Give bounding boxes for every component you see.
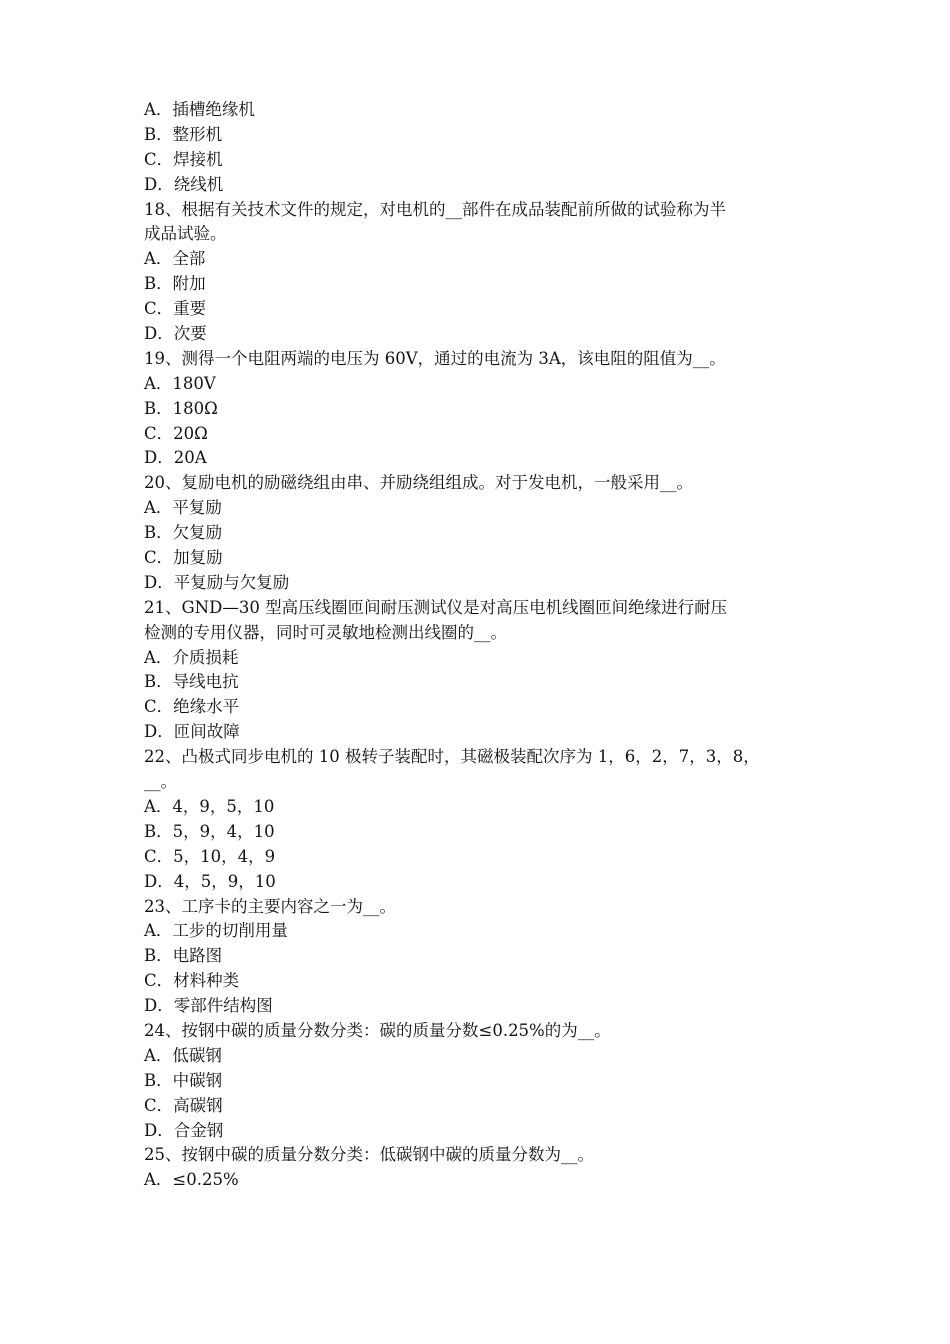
- option-a: A．介质损耗: [144, 647, 239, 667]
- question-stem: 25、按钢中碳的质量分数分类：低碳钢中碳的质量分数为__。: [144, 1145, 594, 1165]
- option-d: D．20A: [144, 448, 207, 468]
- option-b: B．中碳钢: [144, 1070, 223, 1090]
- question-stem: 24、按钢中碳的质量分数分类：碳的质量分数≤0.25%的为__。: [144, 1020, 611, 1040]
- question-stem: 18、根据有关技术文件的规定，对电机的__部件在成品装配前所做的试验称为半: [144, 199, 726, 219]
- option-d: D．次要: [144, 324, 207, 344]
- option-b: B．5，9，4，10: [144, 821, 275, 841]
- question-25: [144, 1143, 814, 1193]
- option-b: B．电路图: [144, 946, 223, 966]
- option-d: D．绕线机: [144, 174, 224, 194]
- option-d: D．平复励与欠复励: [144, 572, 290, 592]
- option-c: C．焊接机: [144, 149, 223, 169]
- option-a: A．180V: [144, 373, 216, 393]
- option-c: C．重要: [144, 299, 207, 319]
- option-d: D．零部件结构图: [144, 996, 273, 1016]
- question-stem-continued: __。: [144, 772, 177, 792]
- option-b: B．导线电抗: [144, 672, 239, 692]
- question-17-tail: [144, 98, 814, 198]
- option-d: D．匝间故障: [144, 722, 240, 742]
- option-c: C．材料种类: [144, 971, 240, 991]
- option-c: C．绝缘水平: [144, 697, 240, 717]
- option-d: D．4，5，9，10: [144, 871, 276, 891]
- option-a: A．4，9，5，10: [144, 796, 275, 816]
- option-c: C．加复励: [144, 548, 223, 568]
- question-20: [144, 471, 814, 595]
- question-stem: 19、测得一个电阻两端的电压为 60V，通过的电流为 3A，该电阻的阻值为__。: [144, 348, 726, 368]
- option-c: C．5，10，4，9: [144, 846, 276, 866]
- question-stem: 20、复励电机的励磁绕组由串、并励绕组组成。对于发电机，一般采用__。: [144, 473, 693, 493]
- option-a: A．低碳钢: [144, 1045, 222, 1065]
- option-c: C．高碳钢: [144, 1095, 223, 1115]
- question-stem-continued: 检测的专用仪器，同时可灵敏地检测出线圈的__。: [144, 622, 507, 642]
- option-a: A．全部: [144, 249, 206, 269]
- option-b: B．整形机: [144, 124, 223, 144]
- question-stem: 22、凸极式同步电机的 10 极转子装配时，其磁极装配次序为 1，6，2，7，3，8，: [144, 747, 760, 767]
- question-stem: 21、GND—30 型高压线圈匝间耐压测试仪是对高压电机线圈匝间绝缘进行耐压: [144, 597, 728, 617]
- option-c: C．20Ω: [144, 423, 208, 443]
- question-23: [144, 895, 814, 1019]
- option-b: B．欠复励: [144, 523, 223, 543]
- question-22: [144, 745, 814, 894]
- question-19: [144, 347, 814, 471]
- option-b: B．180Ω: [144, 398, 218, 418]
- question-stem: 23、工序卡的主要内容之一为__。: [144, 896, 396, 916]
- question-18: [144, 198, 814, 347]
- option-a: A．平复励: [144, 498, 222, 518]
- question-24: [144, 1019, 814, 1143]
- option-a: A．插槽绝缘机: [144, 100, 255, 119]
- document-page: [144, 98, 814, 1193]
- question-stem-continued: 成品试验。: [144, 224, 227, 244]
- option-b: B．附加: [144, 274, 206, 294]
- option-d: D．合金钢: [144, 1120, 224, 1140]
- option-a: A．≤0.25%: [144, 1170, 239, 1190]
- question-21: [144, 596, 814, 745]
- option-a: A．工步的切削用量: [144, 921, 288, 941]
